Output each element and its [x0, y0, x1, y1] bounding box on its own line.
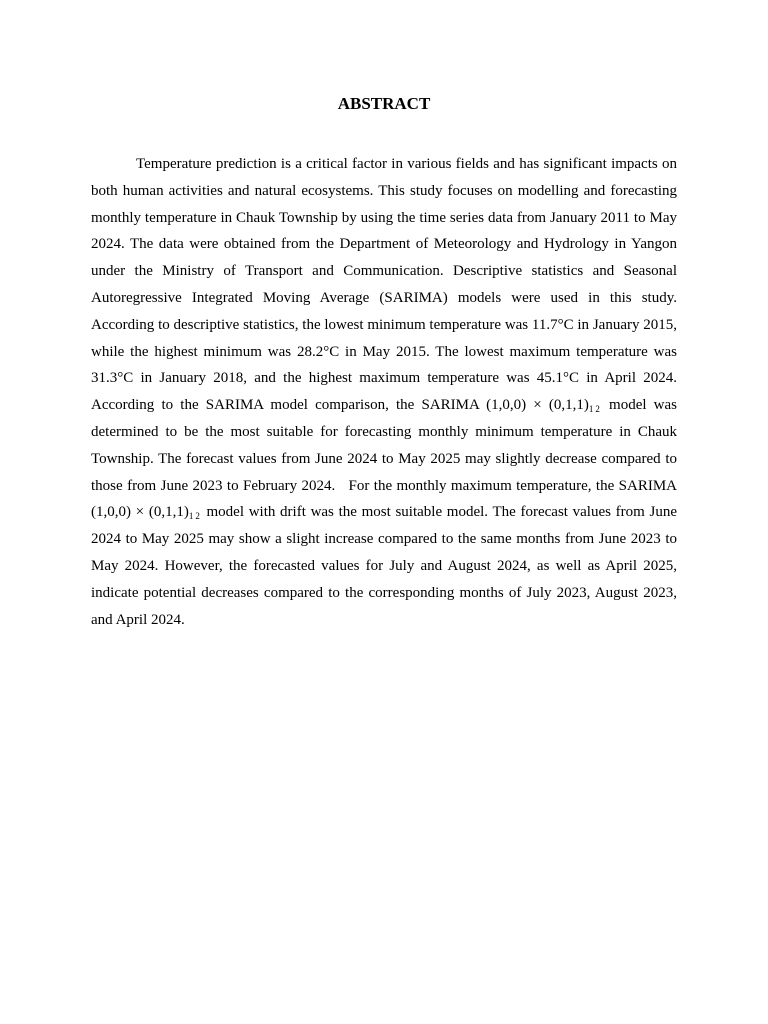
abstract-text-part-2: model was determined to be the most suitable for forecasting monthly minimum temperature in Chauk Township. The forecast values from June 2024 to May 2025 may slightly decrease compared to those from June 2023 to February 2024. For the monthly maximum temperature, the SARIMA (1,0,0) × (0,1,1) — [91, 397, 678, 521]
abstract-paragraph — [91, 151, 677, 633]
abstract-text-part-1: Temperature prediction is a critical factor in various fields and has significant impacts on both human activities and natural ecosystems. This study focuses on modelling and forecasting monthly temperature in Chauk Township by using the time series data from January 2011 to May 2024. The data were obtained from the Department of Meteorology and Hydrology in Yangon under the Ministry of Transport and Communication. Descriptive statistics and Seasonal Autoregressive Integrated Moving Average (SARIMA) models were used in this study. According to descriptive statistics, the lowest minimum temperature was 11.7°C in January 2015, while the highest minimum was 28.2°C in May 2015. The lowest maximum temperature was 31.3°C in January 2018, and the highest maximum temperature was 45.1°C in April 2024. According to the SARIMA model comparison, the SARIMA (1,0,0) × (0,1,1) — [91, 156, 677, 414]
abstract-heading: ABSTRACT — [337, 94, 431, 113]
seasonal-period-subscript: 12 — [188, 511, 202, 522]
seasonal-period-subscript: 12 — [588, 404, 602, 415]
abstract-text-part-3: model with drift was the most suitable model. The forecast values from June 2024 to May 2025 may show a slight increase compared to the same months from June 2023 to May 2024. However, the forecasted values for July and August 2024, as well as April 2025, indicate potential decreases compared to the corresponding months of July 2023, August 2023, and April 2024. — [91, 504, 677, 628]
